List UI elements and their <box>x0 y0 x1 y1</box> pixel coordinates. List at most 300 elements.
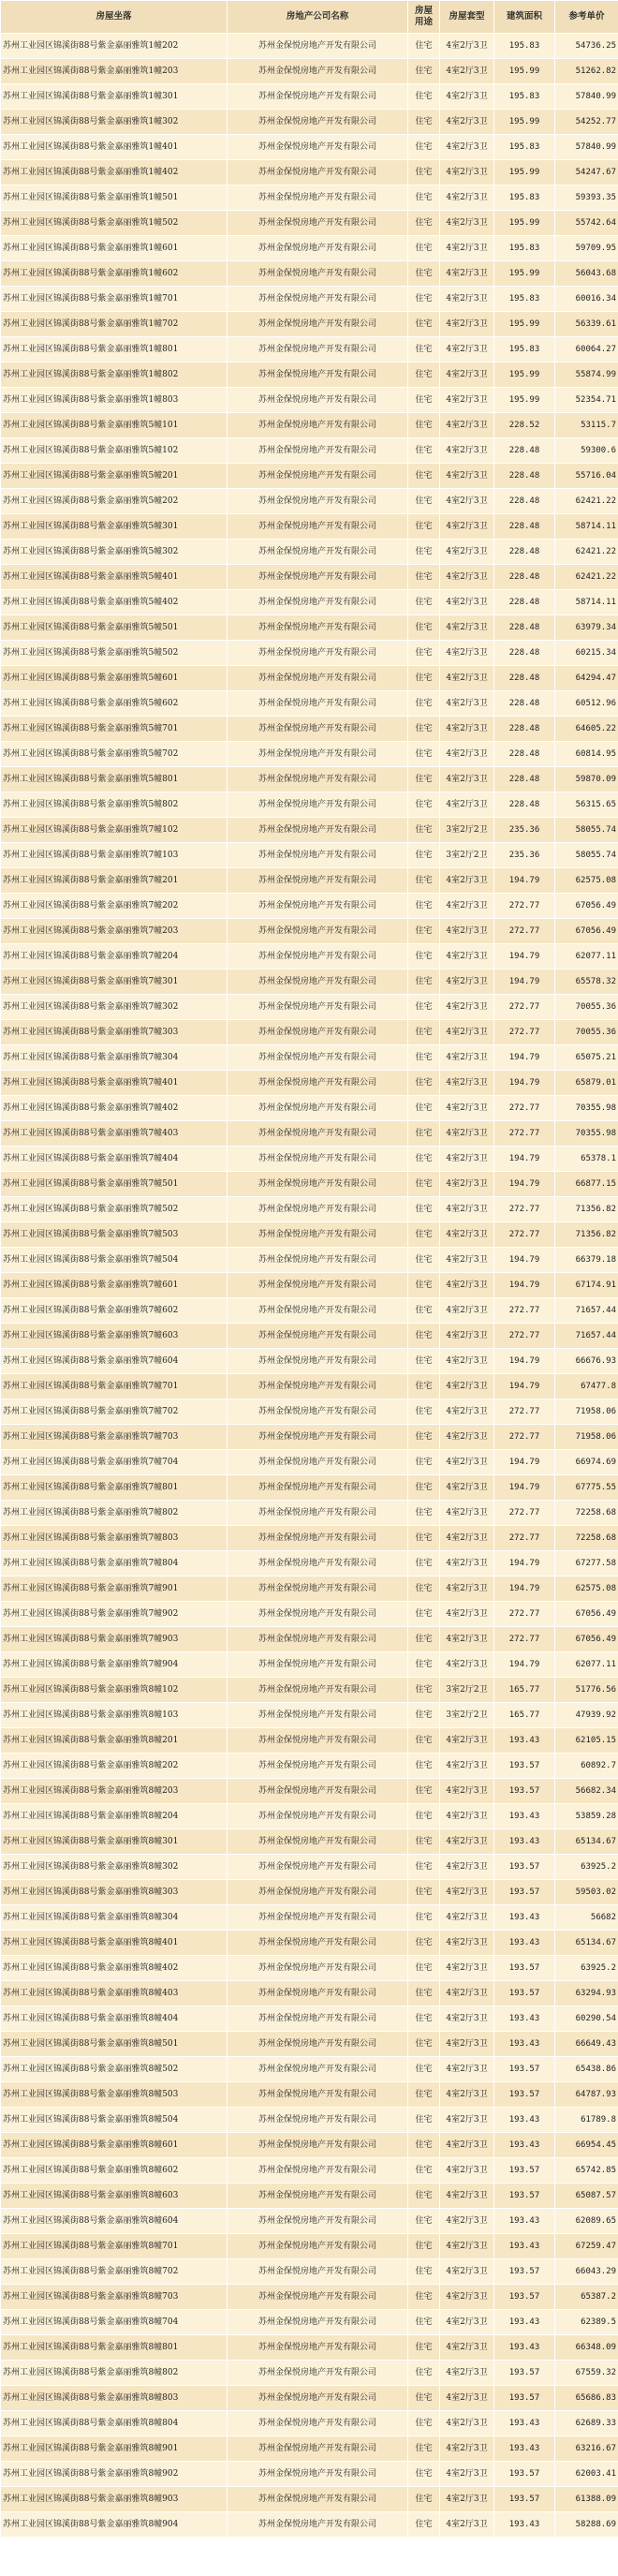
reference-price-cell: 56315.65 <box>555 792 618 818</box>
floor-area-cell: 193.57 <box>494 1855 555 1880</box>
table-row <box>1 287 618 312</box>
usage-cell: 住宅 <box>408 2411 440 2436</box>
address-cell: 苏州工业园区锦溪街88号紫金嘉丽雅筑8幢804 <box>1 2411 228 2436</box>
address-cell: 苏州工业园区锦溪街88号紫金嘉丽雅筑8幢902 <box>1 2462 228 2487</box>
unit-type-cell: 4室2厅3卫 <box>440 2436 494 2462</box>
table-row <box>1 211 618 236</box>
usage-cell: 住宅 <box>408 135 440 160</box>
address-cell: 苏州工业园区锦溪街88号紫金嘉丽雅筑5幢702 <box>1 742 228 767</box>
developer-cell: 苏州金保悦房地产开发有限公司 <box>228 590 408 615</box>
developer-cell: 苏州金保悦房地产开发有限公司 <box>228 742 408 767</box>
developer-cell: 苏州金保悦房地产开发有限公司 <box>228 2158 408 2184</box>
reference-price-cell: 67056.49 <box>555 1602 618 1627</box>
unit-type-cell: 4室2厅3卫 <box>440 2411 494 2436</box>
unit-type-cell: 3室2厅2卫 <box>440 1703 494 1728</box>
table-row <box>1 1222 618 1248</box>
floor-area-cell: 272.77 <box>494 894 555 919</box>
unit-type-cell: 4室2厅3卫 <box>440 1374 494 1399</box>
table-row <box>1 767 618 792</box>
address-cell: 苏州工业园区锦溪街88号紫金嘉丽雅筑8幢901 <box>1 2436 228 2462</box>
unit-type-cell: 4室2厅3卫 <box>440 1248 494 1273</box>
reference-price-cell: 60215.34 <box>555 641 618 666</box>
unit-type-cell: 4室2厅3卫 <box>440 767 494 792</box>
developer-cell: 苏州金保悦房地产开发有限公司 <box>228 2285 408 2310</box>
floor-area-cell: 195.99 <box>494 59 555 84</box>
address-cell: 苏州工业园区锦溪街88号紫金嘉丽雅筑7幢501 <box>1 1172 228 1197</box>
usage-cell: 住宅 <box>408 1324 440 1349</box>
table-row <box>1 2436 618 2462</box>
reference-price-cell: 65578.32 <box>555 970 618 995</box>
reference-price-cell: 65686.83 <box>555 2386 618 2411</box>
unit-type-cell: 4室2厅3卫 <box>440 1728 494 1754</box>
table-row <box>1 2133 618 2158</box>
reference-price-cell: 66974.69 <box>555 1450 618 1475</box>
developer-cell: 苏州金保悦房地产开发有限公司 <box>228 1652 408 1678</box>
usage-cell: 住宅 <box>408 2108 440 2133</box>
usage-cell: 住宅 <box>408 2158 440 2184</box>
usage-cell: 住宅 <box>408 1880 440 1905</box>
floor-area-cell: 228.48 <box>494 615 555 641</box>
reference-price-cell: 62105.15 <box>555 1728 618 1754</box>
floor-area-cell: 193.57 <box>494 1779 555 1804</box>
usage-cell: 住宅 <box>408 1627 440 1652</box>
floor-area-cell: 195.99 <box>494 363 555 388</box>
developer-cell: 苏州金保悦房地产开发有限公司 <box>228 2108 408 2133</box>
developer-cell: 苏州金保悦房地产开发有限公司 <box>228 818 408 843</box>
usage-cell: 住宅 <box>408 261 440 287</box>
table-row <box>1 843 618 868</box>
floor-area-cell: 228.48 <box>494 691 555 717</box>
floor-area-cell: 228.48 <box>494 540 555 565</box>
reference-price-cell: 55874.99 <box>555 363 618 388</box>
usage-cell: 住宅 <box>408 767 440 792</box>
address-cell: 苏州工业园区锦溪街88号紫金嘉丽雅筑7幢204 <box>1 944 228 970</box>
developer-cell: 苏州金保悦房地产开发有限公司 <box>228 2006 408 2032</box>
table-row <box>1 1425 618 1450</box>
unit-type-cell: 4室2厅3卫 <box>440 363 494 388</box>
unit-type-cell: 4室2厅3卫 <box>440 413 494 438</box>
reference-price-cell: 67056.49 <box>555 894 618 919</box>
header-developer: 房地产公司名称 <box>228 1 408 34</box>
usage-cell: 住宅 <box>408 1931 440 1956</box>
address-cell: 苏州工业园区锦溪街88号紫金嘉丽雅筑8幢904 <box>1 2512 228 2538</box>
developer-cell: 苏州金保悦房地产开发有限公司 <box>228 944 408 970</box>
address-cell: 苏州工业园区锦溪街88号紫金嘉丽雅筑7幢202 <box>1 894 228 919</box>
usage-cell: 住宅 <box>408 464 440 489</box>
floor-area-cell: 194.79 <box>494 1273 555 1298</box>
unit-type-cell: 4室2厅3卫 <box>440 2158 494 2184</box>
table-row <box>1 2512 618 2538</box>
unit-type-cell: 4室2厅3卫 <box>440 894 494 919</box>
floor-area-cell: 228.48 <box>494 767 555 792</box>
developer-cell: 苏州金保悦房地产开发有限公司 <box>228 1045 408 1071</box>
floor-area-cell: 194.79 <box>494 1577 555 1602</box>
developer-cell: 苏州金保悦房地产开发有限公司 <box>228 1956 408 1981</box>
floor-area-cell: 193.57 <box>494 2285 555 2310</box>
floor-area-cell: 193.57 <box>494 2082 555 2108</box>
address-cell: 苏州工业园区锦溪街88号紫金嘉丽雅筑8幢603 <box>1 2184 228 2209</box>
table-row <box>1 590 618 615</box>
reference-price-cell: 62389.5 <box>555 2310 618 2335</box>
usage-cell: 住宅 <box>408 1728 440 1754</box>
reference-price-cell: 54247.67 <box>555 160 618 185</box>
developer-cell: 苏州金保悦房地产开发有限公司 <box>228 2209 408 2234</box>
usage-cell: 住宅 <box>408 843 440 868</box>
unit-type-cell: 4室2厅3卫 <box>440 1551 494 1577</box>
table-row <box>1 337 618 363</box>
address-cell: 苏州工业园区锦溪街88号紫金嘉丽雅筑7幢201 <box>1 868 228 894</box>
table-row <box>1 717 618 742</box>
developer-cell: 苏州金保悦房地产开发有限公司 <box>228 641 408 666</box>
floor-area-cell: 195.83 <box>494 287 555 312</box>
unit-type-cell: 4室2厅3卫 <box>440 792 494 818</box>
address-cell: 苏州工业园区锦溪街88号紫金嘉丽雅筑7幢701 <box>1 1374 228 1399</box>
developer-cell: 苏州金保悦房地产开发有限公司 <box>228 868 408 894</box>
reference-price-cell: 47939.92 <box>555 1703 618 1728</box>
address-cell: 苏州工业园区锦溪街88号紫金嘉丽雅筑7幢404 <box>1 1147 228 1172</box>
address-cell: 苏州工业园区锦溪街88号紫金嘉丽雅筑8幢304 <box>1 1905 228 1931</box>
usage-cell: 住宅 <box>408 641 440 666</box>
usage-cell: 住宅 <box>408 1298 440 1324</box>
unit-type-cell: 4室2厅3卫 <box>440 1147 494 1172</box>
floor-area-cell: 272.77 <box>494 995 555 1020</box>
address-cell: 苏州工业园区锦溪街88号紫金嘉丽雅筑5幢402 <box>1 590 228 615</box>
table-row <box>1 1678 618 1703</box>
unit-type-cell: 4室2厅3卫 <box>440 2285 494 2310</box>
reference-price-cell: 53859.28 <box>555 1804 618 1829</box>
usage-cell: 住宅 <box>408 590 440 615</box>
table-row <box>1 413 618 438</box>
reference-price-cell: 58055.74 <box>555 818 618 843</box>
usage-cell: 住宅 <box>408 2259 440 2285</box>
table-row <box>1 792 618 818</box>
unit-type-cell: 4室2厅3卫 <box>440 1071 494 1096</box>
address-cell: 苏州工业园区锦溪街88号紫金嘉丽雅筑8幢403 <box>1 1981 228 2006</box>
floor-area-cell: 228.48 <box>494 792 555 818</box>
address-cell: 苏州工业园区锦溪街88号紫金嘉丽雅筑7幢301 <box>1 970 228 995</box>
reference-price-cell: 59709.95 <box>555 236 618 261</box>
table-row <box>1 34 618 59</box>
developer-cell: 苏州金保悦房地产开发有限公司 <box>228 666 408 691</box>
floor-area-cell: 193.43 <box>494 2512 555 2538</box>
unit-type-cell: 4室2厅3卫 <box>440 944 494 970</box>
reference-price-cell: 64787.93 <box>555 2082 618 2108</box>
developer-cell: 苏州金保悦房地产开发有限公司 <box>228 1248 408 1273</box>
developer-cell: 苏州金保悦房地产开发有限公司 <box>228 970 408 995</box>
address-cell: 苏州工业园区锦溪街88号紫金嘉丽雅筑7幢802 <box>1 1501 228 1526</box>
reference-price-cell: 67056.49 <box>555 1627 618 1652</box>
table-row <box>1 1374 618 1399</box>
floor-area-cell: 272.77 <box>494 1197 555 1222</box>
address-cell: 苏州工业园区锦溪街88号紫金嘉丽雅筑7幢203 <box>1 919 228 944</box>
table-row <box>1 2158 618 2184</box>
usage-cell: 住宅 <box>408 1981 440 2006</box>
address-cell: 苏州工业园区锦溪街88号紫金嘉丽雅筑7幢504 <box>1 1248 228 1273</box>
reference-price-cell: 58714.11 <box>555 590 618 615</box>
unit-type-cell: 4室2厅3卫 <box>440 185 494 211</box>
table-row <box>1 236 618 261</box>
reference-price-cell: 60290.54 <box>555 2006 618 2032</box>
reference-price-cell: 70055.36 <box>555 1020 618 1045</box>
developer-cell: 苏州金保悦房地产开发有限公司 <box>228 691 408 717</box>
usage-cell: 住宅 <box>408 666 440 691</box>
address-cell: 苏州工业园区锦溪街88号紫金嘉丽雅筑7幢901 <box>1 1577 228 1602</box>
unit-type-cell: 4室2厅3卫 <box>440 1627 494 1652</box>
unit-type-cell: 4室2厅3卫 <box>440 287 494 312</box>
floor-area-cell: 194.79 <box>494 944 555 970</box>
address-cell: 苏州工业园区锦溪街88号紫金嘉丽雅筑5幢102 <box>1 438 228 464</box>
developer-cell: 苏州金保悦房地产开发有限公司 <box>228 236 408 261</box>
address-cell: 苏州工业园区锦溪街88号紫金嘉丽雅筑7幢904 <box>1 1652 228 1678</box>
developer-cell: 苏州金保悦房地产开发有限公司 <box>228 1602 408 1627</box>
developer-cell: 苏州金保悦房地产开发有限公司 <box>228 2234 408 2259</box>
developer-cell: 苏州金保悦房地产开发有限公司 <box>228 1728 408 1754</box>
floor-area-cell: 193.43 <box>494 2108 555 2133</box>
unit-type-cell: 4室2厅3卫 <box>440 970 494 995</box>
table-row <box>1 1880 618 1905</box>
reference-price-cell: 64294.47 <box>555 666 618 691</box>
reference-price-cell: 62575.08 <box>555 1577 618 1602</box>
reference-price-cell: 71356.82 <box>555 1197 618 1222</box>
developer-cell: 苏州金保悦房地产开发有限公司 <box>228 1526 408 1551</box>
developer-cell: 苏州金保悦房地产开发有限公司 <box>228 1349 408 1374</box>
unit-type-cell: 4室2厅3卫 <box>440 236 494 261</box>
table-row <box>1 1298 618 1324</box>
address-cell: 苏州工业园区锦溪街88号紫金嘉丽雅筑7幢804 <box>1 1551 228 1577</box>
floor-area-cell: 228.48 <box>494 514 555 540</box>
usage-cell: 住宅 <box>408 1096 440 1121</box>
developer-cell: 苏州金保悦房地产开发有限公司 <box>228 464 408 489</box>
address-cell: 苏州工业园区锦溪街88号紫金嘉丽雅筑7幢902 <box>1 1602 228 1627</box>
table-row <box>1 540 618 565</box>
table-row <box>1 1475 618 1501</box>
floor-area-cell: 193.57 <box>494 2361 555 2386</box>
usage-cell: 住宅 <box>408 312 440 337</box>
unit-type-cell: 4室2厅3卫 <box>440 1197 494 1222</box>
floor-area-cell: 235.36 <box>494 818 555 843</box>
reference-price-cell: 55742.64 <box>555 211 618 236</box>
address-cell: 苏州工业园区锦溪街88号紫金嘉丽雅筑1幢202 <box>1 34 228 59</box>
reference-price-cell: 59870.09 <box>555 767 618 792</box>
floor-area-cell: 272.77 <box>494 1298 555 1324</box>
table-row <box>1 312 618 337</box>
developer-cell: 苏州金保悦房地产开发有限公司 <box>228 1324 408 1349</box>
usage-cell: 住宅 <box>408 1905 440 1931</box>
reference-price-cell: 72258.68 <box>555 1501 618 1526</box>
developer-cell: 苏州金保悦房地产开发有限公司 <box>228 1905 408 1931</box>
developer-cell: 苏州金保悦房地产开发有限公司 <box>228 34 408 59</box>
unit-type-cell: 4室2厅3卫 <box>440 261 494 287</box>
developer-cell: 苏州金保悦房地产开发有限公司 <box>228 1627 408 1652</box>
developer-cell: 苏州金保悦房地产开发有限公司 <box>228 438 408 464</box>
unit-type-cell: 4室2厅3卫 <box>440 514 494 540</box>
address-cell: 苏州工业园区锦溪街88号紫金嘉丽雅筑1幢602 <box>1 261 228 287</box>
reference-price-cell: 67056.49 <box>555 919 618 944</box>
developer-cell: 苏州金保悦房地产开发有限公司 <box>228 2512 408 2538</box>
address-cell: 苏州工业园区锦溪街88号紫金嘉丽雅筑8幢204 <box>1 1804 228 1829</box>
address-cell: 苏州工业园区锦溪街88号紫金嘉丽雅筑1幢801 <box>1 337 228 363</box>
table-row <box>1 691 618 717</box>
table-row <box>1 2487 618 2512</box>
reference-price-cell: 70355.98 <box>555 1096 618 1121</box>
reference-price-cell: 51262.82 <box>555 59 618 84</box>
reference-price-cell: 63216.67 <box>555 2436 618 2462</box>
unit-type-cell: 4室2厅3卫 <box>440 717 494 742</box>
floor-area-cell: 194.79 <box>494 1450 555 1475</box>
unit-type-cell: 4室2厅3卫 <box>440 211 494 236</box>
developer-cell: 苏州金保悦房地产开发有限公司 <box>228 1551 408 1577</box>
unit-type-cell: 4室2厅3卫 <box>440 2209 494 2234</box>
floor-area-cell: 272.77 <box>494 1602 555 1627</box>
developer-cell: 苏州金保悦房地产开发有限公司 <box>228 211 408 236</box>
floor-area-cell: 194.79 <box>494 1349 555 1374</box>
address-cell: 苏州工业园区锦溪街88号紫金嘉丽雅筑7幢503 <box>1 1222 228 1248</box>
usage-cell: 住宅 <box>408 59 440 84</box>
floor-area-cell: 272.77 <box>494 1526 555 1551</box>
address-cell: 苏州工业园区锦溪街88号紫金嘉丽雅筑8幢504 <box>1 2108 228 2133</box>
developer-cell: 苏州金保悦房地产开发有限公司 <box>228 1981 408 2006</box>
table-row <box>1 615 618 641</box>
floor-area-cell: 194.79 <box>494 1248 555 1273</box>
developer-cell: 苏州金保悦房地产开发有限公司 <box>228 1071 408 1096</box>
unit-type-cell: 4室2厅3卫 <box>440 59 494 84</box>
floor-area-cell: 195.83 <box>494 337 555 363</box>
usage-cell: 住宅 <box>408 1526 440 1551</box>
floor-area-cell: 194.79 <box>494 1172 555 1197</box>
address-cell: 苏州工业园区锦溪街88号紫金嘉丽雅筑1幢402 <box>1 160 228 185</box>
reference-price-cell: 66379.18 <box>555 1248 618 1273</box>
header-row <box>1 1 618 34</box>
reference-price-cell: 63979.34 <box>555 615 618 641</box>
reference-price-cell: 66877.15 <box>555 1172 618 1197</box>
table-row <box>1 2285 618 2310</box>
address-cell: 苏州工业园区锦溪街88号紫金嘉丽雅筑1幢302 <box>1 110 228 135</box>
table-row <box>1 1147 618 1172</box>
address-cell: 苏州工业园区锦溪街88号紫金嘉丽雅筑8幢402 <box>1 1956 228 1981</box>
usage-cell: 住宅 <box>408 1248 440 1273</box>
unit-type-cell: 4室2厅3卫 <box>440 1020 494 1045</box>
usage-cell: 住宅 <box>408 2006 440 2032</box>
address-cell: 苏州工业园区锦溪街88号紫金嘉丽雅筑5幢502 <box>1 641 228 666</box>
usage-cell: 住宅 <box>408 1956 440 1981</box>
address-cell: 苏州工业园区锦溪街88号紫金嘉丽雅筑7幢702 <box>1 1399 228 1425</box>
unit-type-cell: 4室2厅3卫 <box>440 2462 494 2487</box>
usage-cell: 住宅 <box>408 2310 440 2335</box>
address-cell: 苏州工业园区锦溪街88号紫金嘉丽雅筑1幢301 <box>1 84 228 110</box>
unit-type-cell: 4室2厅3卫 <box>440 1399 494 1425</box>
floor-area-cell: 193.57 <box>494 2184 555 2209</box>
usage-cell: 住宅 <box>408 717 440 742</box>
reference-price-cell: 65438.86 <box>555 2057 618 2082</box>
address-cell: 苏州工业园区锦溪街88号紫金嘉丽雅筑1幢701 <box>1 287 228 312</box>
unit-type-cell: 4室2厅3卫 <box>440 1501 494 1526</box>
developer-cell: 苏州金保悦房地产开发有限公司 <box>228 110 408 135</box>
floor-area-cell: 228.48 <box>494 489 555 514</box>
address-cell: 苏州工业园区锦溪街88号紫金嘉丽雅筑8幢102 <box>1 1678 228 1703</box>
table-row <box>1 135 618 160</box>
address-cell: 苏州工业园区锦溪街88号紫金嘉丽雅筑8幢802 <box>1 2361 228 2386</box>
table-row <box>1 1905 618 1931</box>
unit-type-cell: 4室2厅3卫 <box>440 135 494 160</box>
reference-price-cell: 59393.35 <box>555 185 618 211</box>
floor-area-cell: 272.77 <box>494 1425 555 1450</box>
reference-price-cell: 63294.93 <box>555 1981 618 2006</box>
header-floor-area: 建筑面积 <box>494 1 555 34</box>
floor-area-cell: 195.99 <box>494 261 555 287</box>
table-row <box>1 641 618 666</box>
reference-price-cell: 54252.77 <box>555 110 618 135</box>
address-cell: 苏州工业园区锦溪街88号紫金嘉丽雅筑8幢401 <box>1 1931 228 1956</box>
developer-cell: 苏州金保悦房地产开发有限公司 <box>228 1804 408 1829</box>
reference-price-cell: 56682.34 <box>555 1779 618 1804</box>
unit-type-cell: 4室2厅3卫 <box>440 1298 494 1324</box>
table-row <box>1 868 618 894</box>
reference-price-cell: 65075.21 <box>555 1045 618 1071</box>
unit-type-cell: 4室2厅3卫 <box>440 1956 494 1981</box>
floor-area-cell: 228.48 <box>494 565 555 590</box>
developer-cell: 苏州金保悦房地产开发有限公司 <box>228 160 408 185</box>
table-row <box>1 1172 618 1197</box>
usage-cell: 住宅 <box>408 489 440 514</box>
table-row <box>1 1526 618 1551</box>
developer-cell: 苏州金保悦房地产开发有限公司 <box>228 1374 408 1399</box>
unit-type-cell: 4室2厅3卫 <box>440 1577 494 1602</box>
developer-cell: 苏州金保悦房地产开发有限公司 <box>228 2411 408 2436</box>
developer-cell: 苏州金保悦房地产开发有限公司 <box>228 1754 408 1779</box>
address-cell: 苏州工业园区锦溪街88号紫金嘉丽雅筑8幢103 <box>1 1703 228 1728</box>
developer-cell: 苏州金保悦房地产开发有限公司 <box>228 1121 408 1147</box>
usage-cell: 住宅 <box>408 1829 440 1855</box>
usage-cell: 住宅 <box>408 388 440 413</box>
unit-type-cell: 4室2厅3卫 <box>440 1880 494 1905</box>
reference-price-cell: 57840.99 <box>555 135 618 160</box>
developer-cell: 苏州金保悦房地产开发有限公司 <box>228 1197 408 1222</box>
unit-type-cell: 4室2厅3卫 <box>440 2082 494 2108</box>
table-row <box>1 1956 618 1981</box>
table-row <box>1 2057 618 2082</box>
usage-cell: 住宅 <box>408 1577 440 1602</box>
unit-type-cell: 4室2厅3卫 <box>440 2512 494 2538</box>
address-cell: 苏州工业园区锦溪街88号紫金嘉丽雅筑5幢801 <box>1 767 228 792</box>
developer-cell: 苏州金保悦房地产开发有限公司 <box>228 1399 408 1425</box>
header-usage: 房屋 用途 <box>408 1 440 34</box>
usage-cell: 住宅 <box>408 337 440 363</box>
table-row <box>1 1501 618 1526</box>
usage-cell: 住宅 <box>408 236 440 261</box>
floor-area-cell: 193.43 <box>494 2032 555 2057</box>
table-row <box>1 2209 618 2234</box>
developer-cell: 苏州金保悦房地产开发有限公司 <box>228 919 408 944</box>
floor-area-cell: 272.77 <box>494 1501 555 1526</box>
address-cell: 苏州工业园区锦溪街88号紫金嘉丽雅筑7幢303 <box>1 1020 228 1045</box>
address-cell: 苏州工业园区锦溪街88号紫金嘉丽雅筑1幢203 <box>1 59 228 84</box>
address-cell: 苏州工业园区锦溪街88号紫金嘉丽雅筑5幢202 <box>1 489 228 514</box>
usage-cell: 住宅 <box>408 2386 440 2411</box>
unit-type-cell: 4室2厅3卫 <box>440 540 494 565</box>
floor-area-cell: 228.48 <box>494 438 555 464</box>
unit-type-cell: 4室2厅3卫 <box>440 1526 494 1551</box>
floor-area-cell: 193.43 <box>494 1728 555 1754</box>
usage-cell: 住宅 <box>408 742 440 767</box>
table-row <box>1 261 618 287</box>
floor-area-cell: 165.77 <box>494 1703 555 1728</box>
reference-price-cell: 63925.2 <box>555 1855 618 1880</box>
address-cell: 苏州工业园区锦溪街88号紫金嘉丽雅筑8幢302 <box>1 1855 228 1880</box>
usage-cell: 住宅 <box>408 438 440 464</box>
developer-cell: 苏州金保悦房地产开发有限公司 <box>228 2361 408 2386</box>
reference-price-cell: 51776.56 <box>555 1678 618 1703</box>
reference-price-cell: 66043.29 <box>555 2259 618 2285</box>
